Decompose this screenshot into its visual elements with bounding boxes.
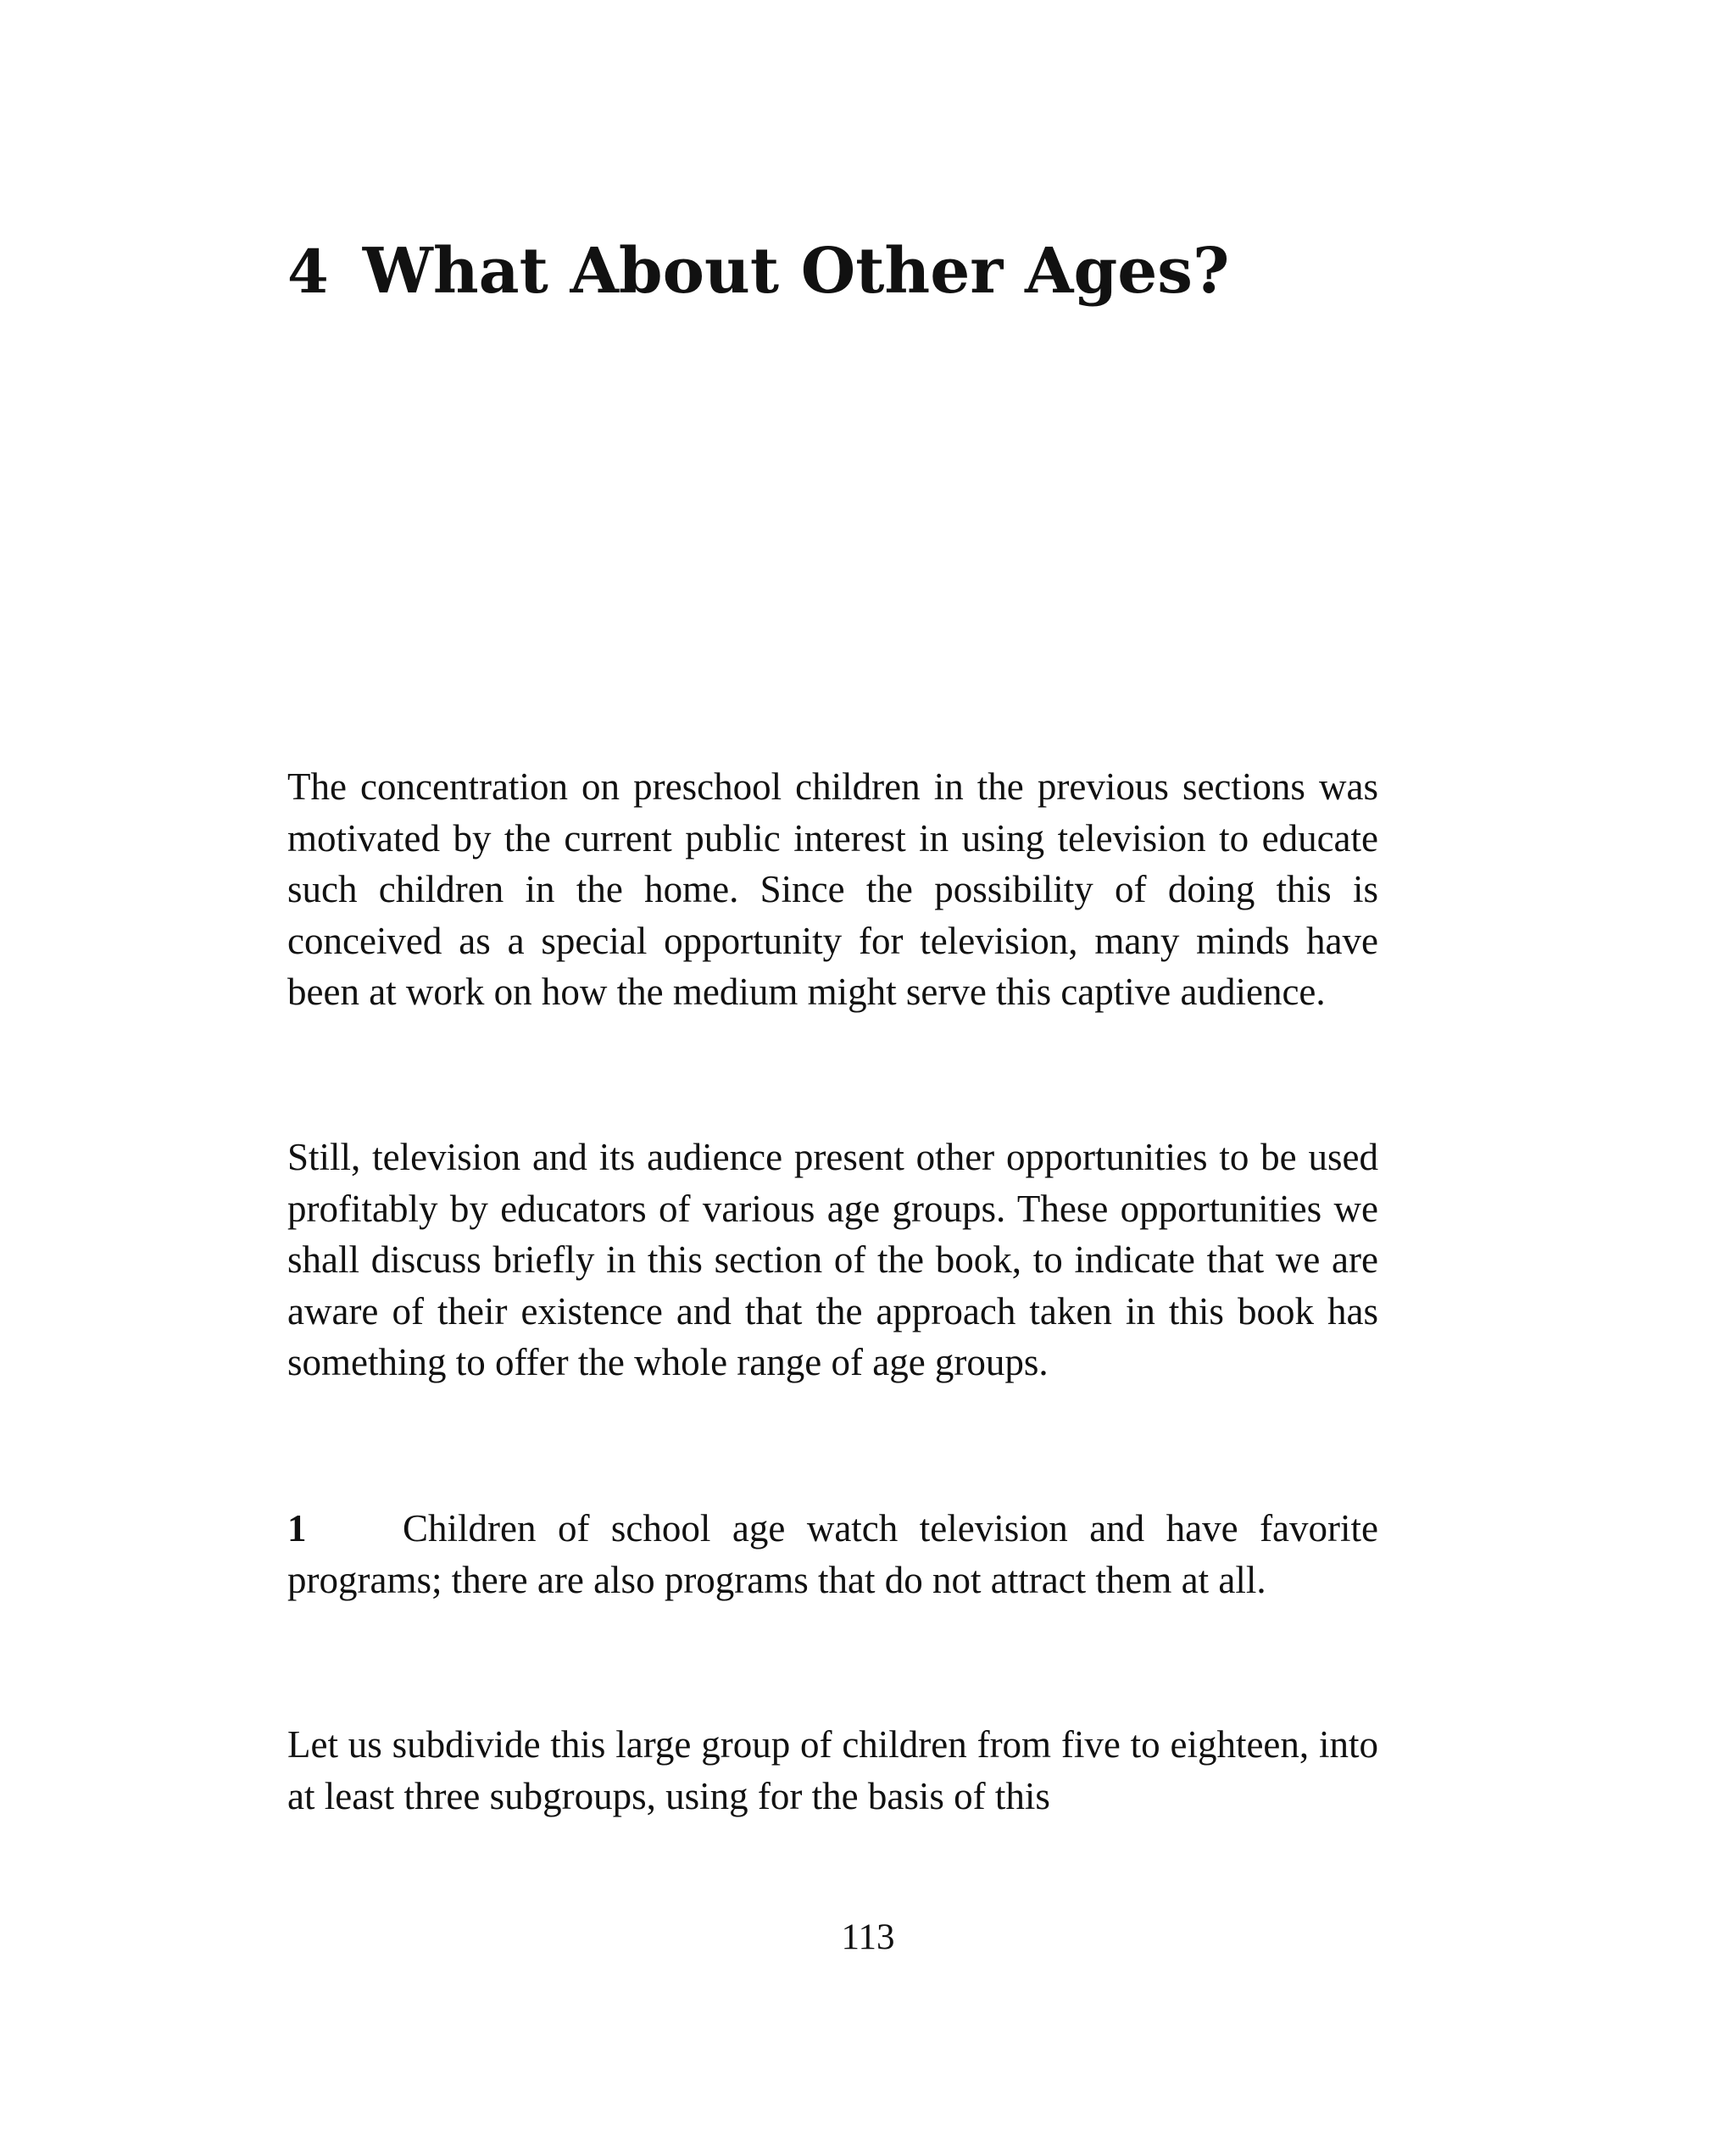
chapter-title: What About Other Ages? bbox=[362, 235, 1230, 308]
chapter-heading bbox=[287, 229, 1229, 314]
numbered-item bbox=[287, 1503, 1378, 1605]
body-paragraph-1: The concentration on preschool children in the previous sections was motivated by the current public interest in using television to educate such children in the home. Since the possibility of doing this is conceived as a special opportunity for television, many minds have been at work on how the medium might serve this captive audience. bbox=[287, 765, 1378, 1013]
body-paragraph-3: Let us subdivide this large group of children from five to eighteen, into at least three subgroups, using for the basis of this bbox=[287, 1723, 1378, 1817]
body-paragraph-2: Still, television and its audience present other opportunities to be used profitably by educators of various age groups. These opportunities we shall discuss briefly in this section of the book, to indicate that we are aware of their existence and that the approach taken in this book has something to offer the whole range of age groups. bbox=[287, 1136, 1378, 1383]
page-number: 113 bbox=[841, 1917, 895, 1957]
chapter-number: 4 bbox=[287, 236, 329, 307]
item-text: Children of school age watch television and have favorite programs; there are also programs that do not attract them at all. bbox=[287, 1507, 1378, 1601]
item-number: 1 bbox=[287, 1507, 307, 1549]
